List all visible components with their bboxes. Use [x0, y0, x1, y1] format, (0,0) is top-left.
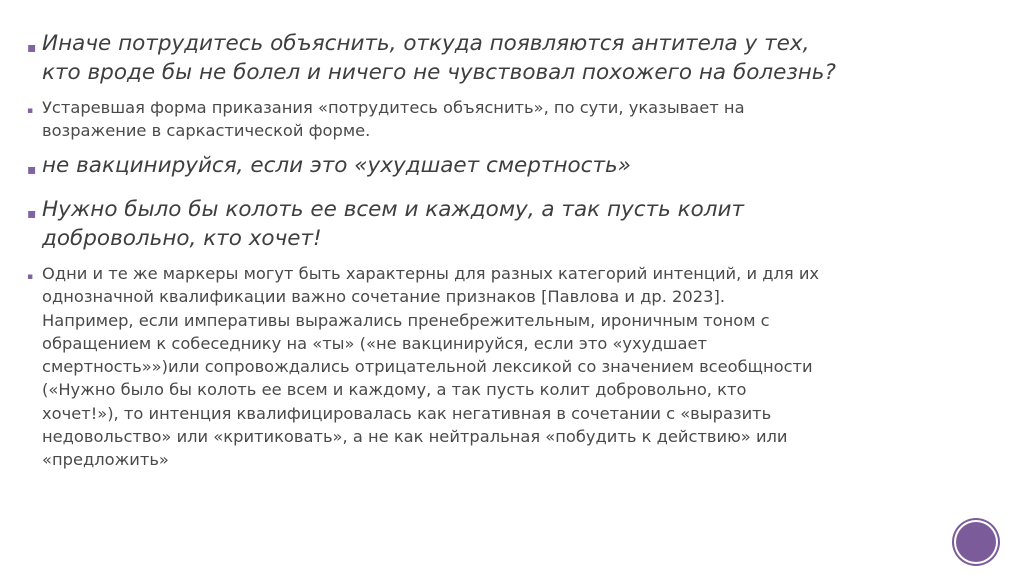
bullet-text: Нужно было бы колоть ее всем и каждому, а так пусть колит добровольно, кто хочет!: [42, 197, 744, 251]
bullet-text: Одни и те же маркеры могут быть характерны для разных категорий интенций, и для их однозначной квалификации важно сочетание признаков [Павлова и др. 2023]. Например, если императивы выражались пренебрежительным, ироничным тоном с обращением к собеседнику на «ты» («не вакцинируйся, если это «ухудшает смертность»»)или сопровождались отрицательной лексикой со значением всеобщности («Нужно было бы колоть ее всем и каждому, а так пусть колит добровольно, кто хочет!»), то интенция квалифицировалась как негативная в сочетании с «выразить недовольство» или «критиковать», а не как нейтральная «побудить к действию» или «предложить»: [42, 264, 820, 470]
square-bullet-icon: ▪: [27, 272, 34, 282]
square-bullet-icon: ▪: [27, 106, 34, 116]
page-number-badge: [956, 522, 996, 562]
square-bullet-icon: ▪: [27, 162, 37, 178]
bullet-item-markers-explanation: [27, 262, 819, 472]
page-number: [956, 522, 996, 562]
square-bullet-icon: ▪: [27, 206, 37, 222]
bullet-item-archaic-form-note: [27, 96, 745, 143]
bullet-text: Иначе потрудитесь объяснить, откуда появляются антитела у тех, кто вроде бы не болел и ничего не чувствовал похожего на болезнь?: [42, 31, 836, 85]
square-bullet-icon: ▪: [27, 40, 37, 56]
bullet-text: Устаревшая форма приказания «потрудитесь объяснить», по сути, указывает на возражение в саркастической форме.: [42, 98, 745, 141]
bullet-item-vaccinate-everyone: [27, 195, 744, 253]
bullet-text: не вакцинируйся, если это «ухудшает смертность»: [42, 153, 631, 178]
bullet-item-do-not-vaccinate: [27, 151, 631, 180]
bullet-item-antibodies-question: [27, 29, 836, 87]
